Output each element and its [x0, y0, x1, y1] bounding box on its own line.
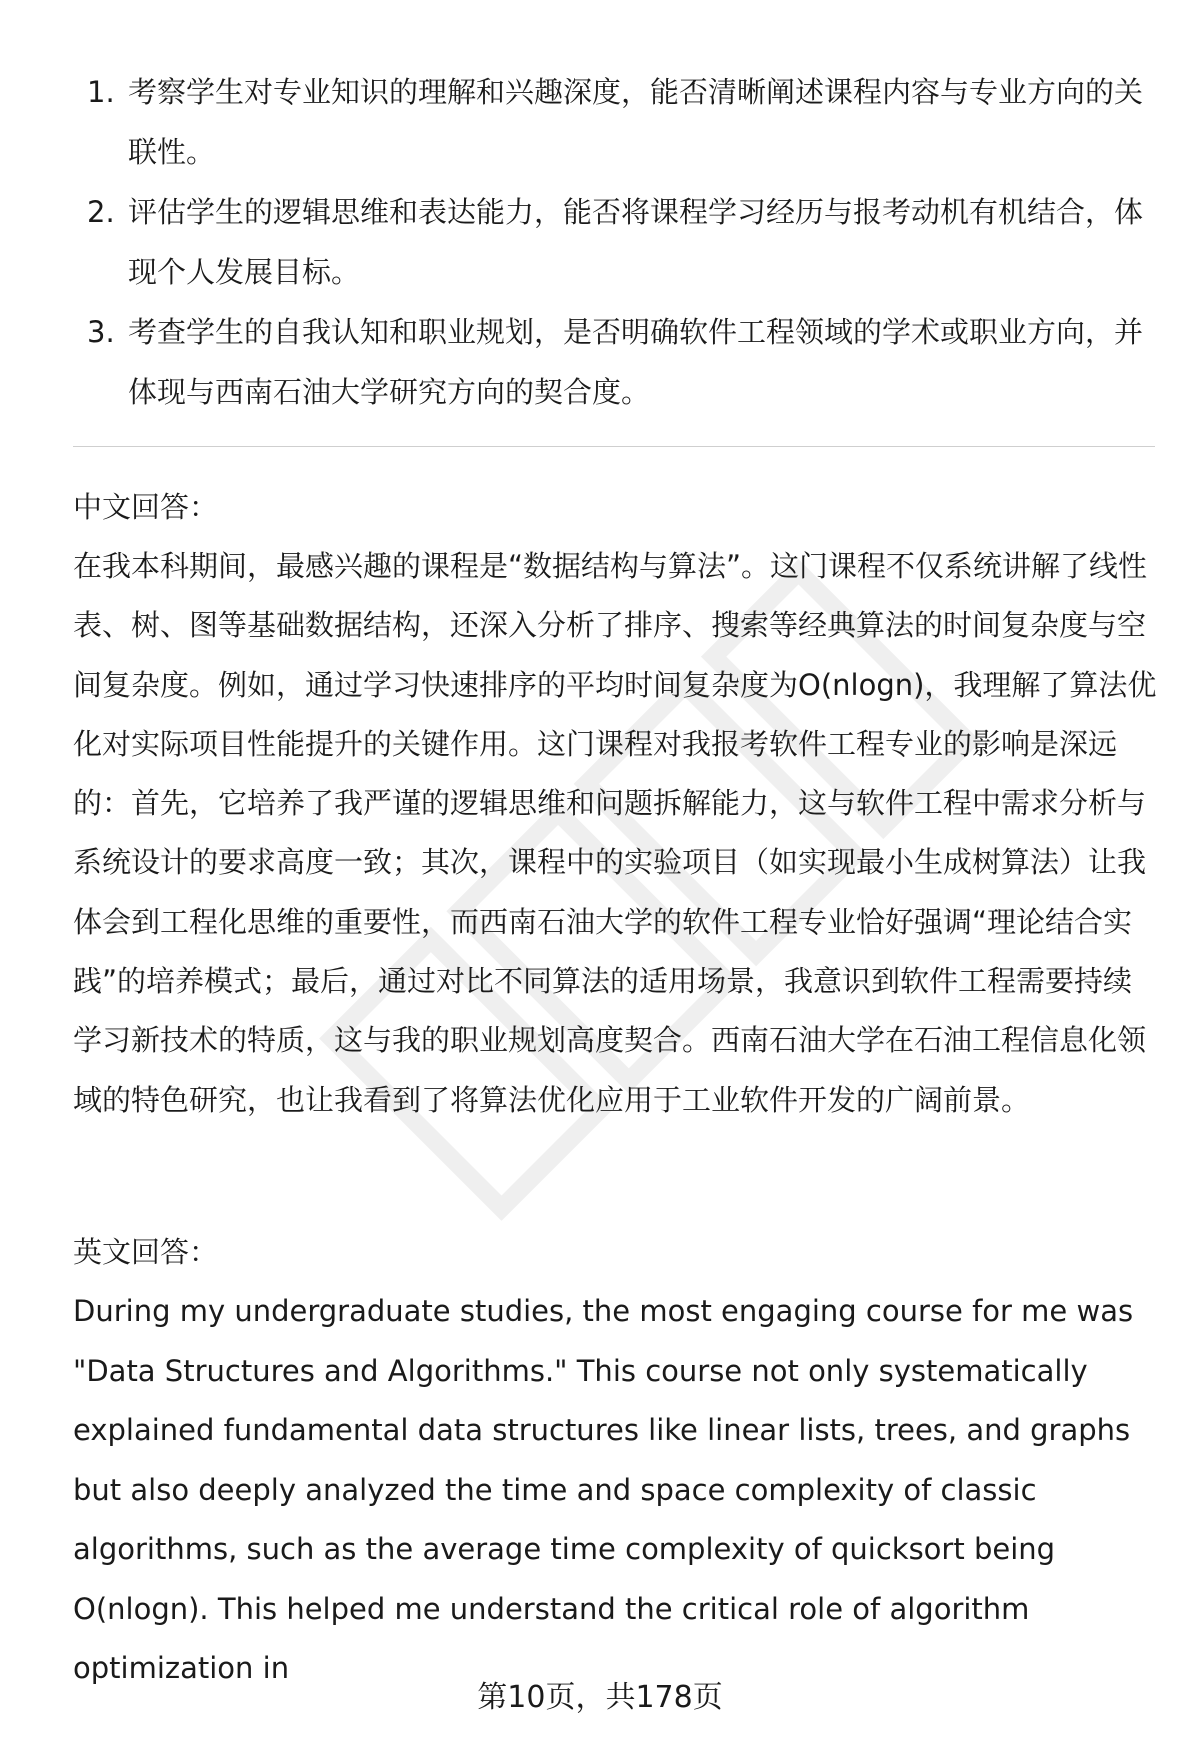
- section-divider: [73, 446, 1155, 447]
- list-item: [73, 302, 1163, 422]
- list-item: [73, 182, 1163, 302]
- evaluation-points-list: [73, 62, 1163, 422]
- list-item: [73, 62, 1163, 182]
- list-number: 1.: [87, 75, 115, 109]
- chinese-answer-body: 在我本科期间，最感兴趣的课程是“数据结构与算法”。这门课程不仅系统讲解了线性表、树、图等基础数据结构，还深入分析了排序、搜索等经典算法的时间复杂度与空间复杂度。例如，通过学习快速排序的平均时间复杂度为O(nlogn)，我理解了算法优化对实际项目性能提升的关键作用。这门课程对我报考软件工程专业的影响是深远的：首先，它培养了我严谨的逻辑思维和问题拆解能力，这与软件工程中需求分析与系统设计的要求高度一致；其次，课程中的实验项目（如实现最小生成树算法）让我体会到工程化思维的重要性，而西南石油大学的软件工程专业恰好强调“理论结合实践”的培养模式；最后，通过对比不同算法的适用场景，我意识到软件工程需要持续学习新技术的特质，这与我的职业规划高度契合。西南石油大学在石油工程信息化领域的特色研究，也让我看到了将算法优化应用于工业软件开发的广阔前景。: [73, 549, 1157, 1117]
- list-item-text: 评估学生的逻辑思维和表达能力，能否将课程学习经历与报考动机有机结合，体现个人发展目标。: [128, 195, 1144, 289]
- list-item-text: 考察学生对专业知识的理解和兴趣深度，能否清晰阐述课程内容与专业方向的关联性。: [128, 75, 1144, 169]
- english-answer-body: During my undergraduate studies, the most engaging course for me was "Data Structures and Algorithms." This course not only systematically explained fundamental data structures like linear lists, trees, and graphs but also deeply analyzed the time and space complexity of classic algorithms, such as the average time complexity of quicksort being O(nlogn). This helped me understand the critical role of algorithm optimization in: [73, 1294, 1134, 1685]
- english-answer-heading: 英文回答：: [73, 1235, 219, 1269]
- list-number: 3.: [87, 315, 115, 349]
- list-item-text: 考查学生的自我认知和职业规划，是否明确软件工程领域的学术或职业方向，并体现与西南石油大学研究方向的契合度。: [128, 315, 1144, 409]
- page-number-footer: 第10页，共178页: [477, 1680, 723, 1715]
- chinese-answer-heading: 中文回答：: [73, 490, 219, 524]
- list-number: 2.: [87, 195, 115, 229]
